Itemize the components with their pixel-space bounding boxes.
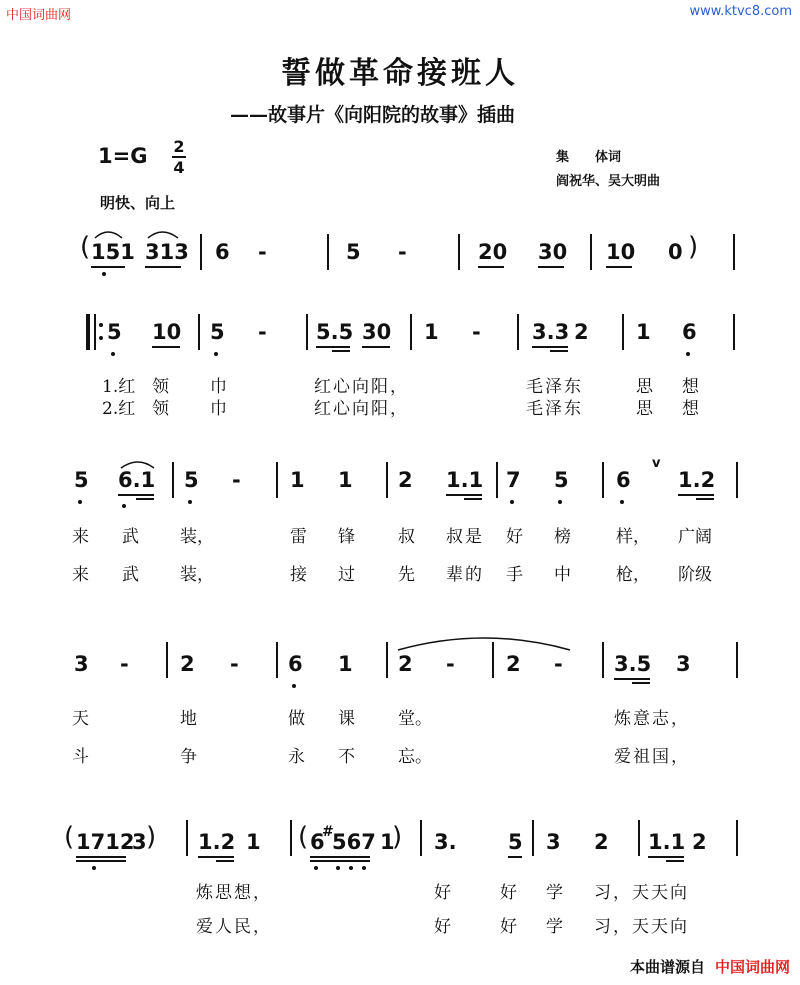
key-signature: 1=G <box>98 144 148 168</box>
lyrics-line-7: 炼思想， 好 好 学 习，天天向 <box>196 883 689 903</box>
watermark-right: www.ktvc8.com <box>689 4 792 19</box>
watermark-left: 中国词曲网 <box>6 8 72 23</box>
lyrics-line-6: 斗 争 永 不 忘。 爱祖国， <box>72 747 690 767</box>
lyricist-credit: 集 体词 <box>556 150 622 165</box>
lyrics-line-1: 1.红 领 巾 红心向阳， 毛泽东 思 想 <box>102 377 699 397</box>
footer-source-link[interactable]: 中国词曲网 <box>714 958 790 976</box>
lyrics-line-4: 来 武 装， 接 过 先 辈的 手 中 枪， 阶级 <box>72 565 712 585</box>
footer-source-label: 本曲谱源自 <box>629 958 705 976</box>
lyrics-line-5: 天 地 做 课 堂。 炼意志， <box>72 709 690 729</box>
composer-credit: 阎祝华、吴大明曲 <box>556 174 661 189</box>
time-signature: 2 4 <box>173 137 185 177</box>
lyrics-line-8: 爱人民， 好 好 学 习，天天向 <box>196 917 689 937</box>
tempo-marking: 明快、向上 <box>100 194 176 212</box>
lyrics-line-3: 来 武 装， 雷 锋 叔 叔是 好 榜 样， 广阔 <box>72 527 712 547</box>
footer-source <box>630 956 790 977</box>
song-title: 誓做革命接班人 <box>281 56 519 91</box>
song-subtitle: ——故事片《向阳院的故事》插曲 <box>230 104 516 126</box>
lyrics-line-2: 2.红 领 巾 红心向阳， 毛泽东 思 想 <box>102 399 699 419</box>
